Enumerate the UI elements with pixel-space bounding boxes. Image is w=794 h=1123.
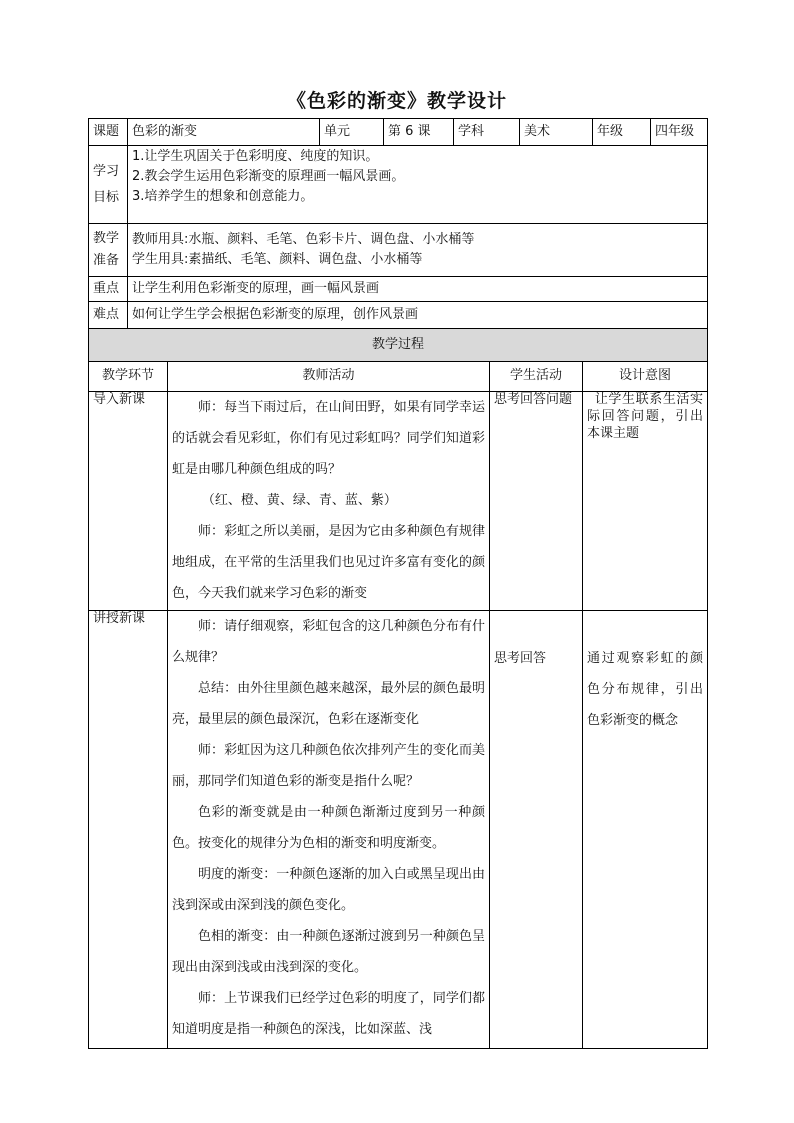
prep-list (128, 224, 708, 277)
topic-value: 色彩的渐变 (128, 119, 320, 146)
col-stage-header: 教学环节 (89, 362, 168, 392)
stage-name: 讲授新课 (89, 611, 168, 1049)
difficulty-label: 难点 (89, 302, 128, 329)
process-header-row (89, 329, 708, 362)
goal-item: 1.让学生巩固关于色彩明度、纯度的知识。 (132, 149, 379, 164)
goals-label-line1: 学习 (93, 163, 120, 179)
teacher-paragraph: 色相的渐变：由一种颜色逐渐过渡到另一种颜色呈现出由深到浅或由浅到深的变化。 (172, 929, 486, 975)
student-activity: 思考回答 (490, 611, 583, 1049)
design-intent: 通过观察彩虹的颜色分布规律，引出色彩渐变的概念 (583, 611, 708, 1049)
topic-label: 课题 (89, 119, 128, 146)
difficulty-value: 如何让学生学会根据色彩渐变的原理，创作风景画 (128, 302, 708, 329)
teacher-paragraph: 师：每当下雨过后，在山间田野，如果有同学幸运的话就会看见彩虹，你们有见过彩虹吗？同学们知道彩虹是由哪几种颜色组成的吗？ (172, 400, 486, 477)
subject-value: 美术 (520, 119, 593, 146)
prep-label-line2: 准备 (93, 253, 120, 268)
prep-item: 教师用具:水瓶、颜料、毛笔、色彩卡片、调色盘、小水桶等 (132, 232, 475, 247)
goals-list (128, 146, 708, 224)
teacher-paragraph: 色彩的渐变就是由一种颜色渐渐过度到另一种颜色。按变化的规律分为色相的渐变和明度渐变。 (172, 805, 486, 851)
goals-label (89, 146, 128, 224)
teacher-paragraph: 总结：由外往里颜色越来越深，最外层的颜色最明亮，最里层的颜色最深沉，色彩在逐渐变化 (172, 681, 486, 727)
columns-header-row (89, 362, 708, 392)
grade-label: 年级 (593, 119, 651, 146)
goals-row (89, 146, 708, 224)
col-teacher-header: 教师活动 (168, 362, 490, 392)
prep-label-line1: 教学 (93, 231, 120, 246)
goal-item: 2.教会学生运用色彩渐变的原理画一幅风景画。 (132, 169, 405, 184)
teacher-paragraph: 明度的渐变：一种颜色逐渐的加入白或黑呈现出由浅到深或由深到浅的颜色变化。 (172, 867, 486, 913)
teacher-activity (168, 611, 490, 1049)
design-intent: 让学生联系生活实际回答问题，引出本课主题 (583, 392, 708, 611)
key-point-row (89, 277, 708, 302)
stage-row (89, 611, 708, 1049)
grade-value: 四年级 (651, 119, 708, 146)
col-intent-header: 设计意图 (583, 362, 708, 392)
stage-row (89, 392, 708, 611)
prep-label (89, 224, 128, 277)
teacher-paragraph: （红、橙、黄、绿、青、蓝、紫） (201, 493, 397, 508)
lesson-plan-table (88, 118, 708, 1049)
header-row (89, 119, 708, 146)
unit-value: 第 6 课 (384, 119, 454, 146)
goals-label-line2: 目标 (93, 189, 120, 205)
subject-label: 学科 (454, 119, 520, 146)
key-point-value: 让学生利用色彩渐变的原理，画一幅风景画 (128, 277, 708, 302)
student-activity: 思考回答问题 (490, 392, 583, 611)
teacher-paragraph: 师：彩虹之所以美丽，是因为它由多种颜色有规律地组成，在平常的生活里我们也见过许多富有变化的颜色，今天我们就来学习色彩的渐变 (172, 524, 486, 601)
unit-label: 单元 (320, 119, 384, 146)
prep-row (89, 224, 708, 277)
document-title: 《色彩的渐变》教学设计 (286, 90, 507, 112)
teacher-activity (168, 392, 490, 611)
prep-item: 学生用具:素描纸、毛笔、颜料、调色盘、小水桶等 (132, 252, 423, 267)
teacher-paragraph: 师：彩虹因为这几种颜色依次排列产生的变化而美丽，那同学们知道色彩的渐变是指什么呢？ (172, 743, 486, 789)
stage-name: 导入新课 (89, 392, 168, 611)
teacher-paragraph: 师：上节课我们已经学过色彩的明度了，同学们都知道明度是指一种颜色的深浅，比如深蓝、浅 (172, 991, 486, 1037)
difficulty-row (89, 302, 708, 329)
goal-item: 3.培养学生的想象和创意能力。 (132, 189, 314, 204)
teacher-paragraph: 师：请仔细观察，彩虹包含的这几种颜色分布有什么规律？ (172, 619, 486, 665)
process-header: 教学过程 (89, 329, 708, 362)
col-student-header: 学生活动 (490, 362, 583, 392)
key-point-label: 重点 (89, 277, 128, 302)
